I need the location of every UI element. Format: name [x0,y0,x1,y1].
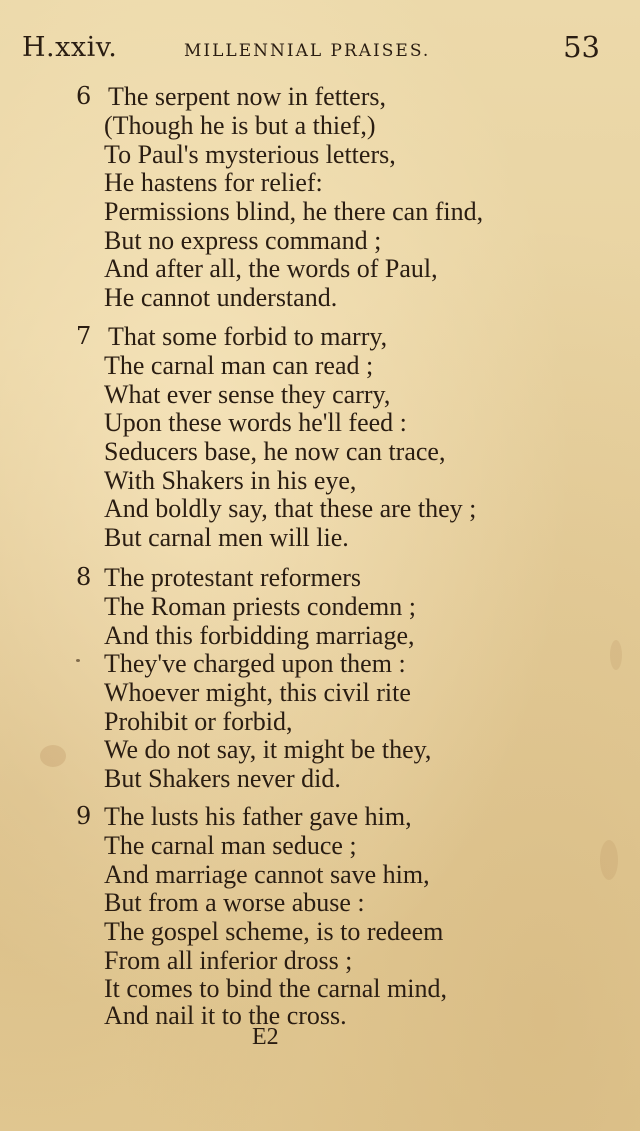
verse-line: He cannot understand. [104,283,338,312]
stanza-number: 8 [76,563,92,591]
ink-mark [76,659,80,662]
verse-line: The carnal man can read ; [104,351,374,380]
verse-line: And after all, the words of Paul, [104,254,438,283]
verse-line: Whoever might, this civil rite [104,678,411,707]
verse-line: That some forbid to marry, [108,322,388,351]
page-number: 53 [563,30,600,64]
stanza-number: 6 [76,82,92,110]
paper-stain [600,840,618,880]
verse-line: The serpent now in fetters, [108,82,386,111]
verse-line: And boldly say, that these are they ; [104,494,477,523]
verse-line: And this forbidding marriage, [104,621,415,650]
verse-line: To Paul's mysterious letters, [104,140,396,169]
verse-line: Seducers base, he now can trace, [104,437,446,466]
verse-line: But from a worse abuse : [104,888,365,917]
verse-line: Upon these words he'll feed : [104,408,407,437]
verse-line: But Shakers never did. [104,764,341,793]
hymn-number: H.xxiv. [22,32,118,63]
stanza-number: 7 [76,322,92,350]
verse-line: With Shakers in his eye, [104,466,357,495]
verse-line: The lusts his father gave him, [104,802,412,831]
verse-line: He hastens for relief: [104,168,323,197]
paper-stain [40,745,66,767]
verse-line: Prohibit or forbid, [104,707,293,736]
book-title: MILLENNIAL PRAISES. [184,41,431,61]
verse-line: Permissions blind, he there can find, [104,197,484,226]
verse-line: The carnal man seduce ; [104,831,357,860]
verse-line: What ever sense they carry, [104,380,391,409]
verse-line: But carnal men will lie. [104,523,349,552]
signature-mark: E2 [252,1024,279,1050]
verse-line: We do not say, it might be they, [104,735,432,764]
verse-line: They've charged upon them : [104,649,406,678]
verse-line: And marriage cannot save him, [104,860,430,889]
verse-line: And nail it to the cross. [104,1001,347,1030]
verse-line: (Though he is but a thief,) [104,111,376,140]
verse-line: The Roman priests condemn ; [104,592,416,621]
stanza-number: 9 [76,802,92,830]
verse-line: It comes to bind the carnal mind, [104,974,447,1003]
verse-line: The protestant reformers [104,563,362,592]
verse-line: But no express command ; [104,226,382,255]
verse-line: From all inferior dross ; [104,946,353,975]
running-header [22,32,600,72]
paper-stain [610,640,622,670]
verse-line: The gospel scheme, is to redeem [104,917,444,946]
